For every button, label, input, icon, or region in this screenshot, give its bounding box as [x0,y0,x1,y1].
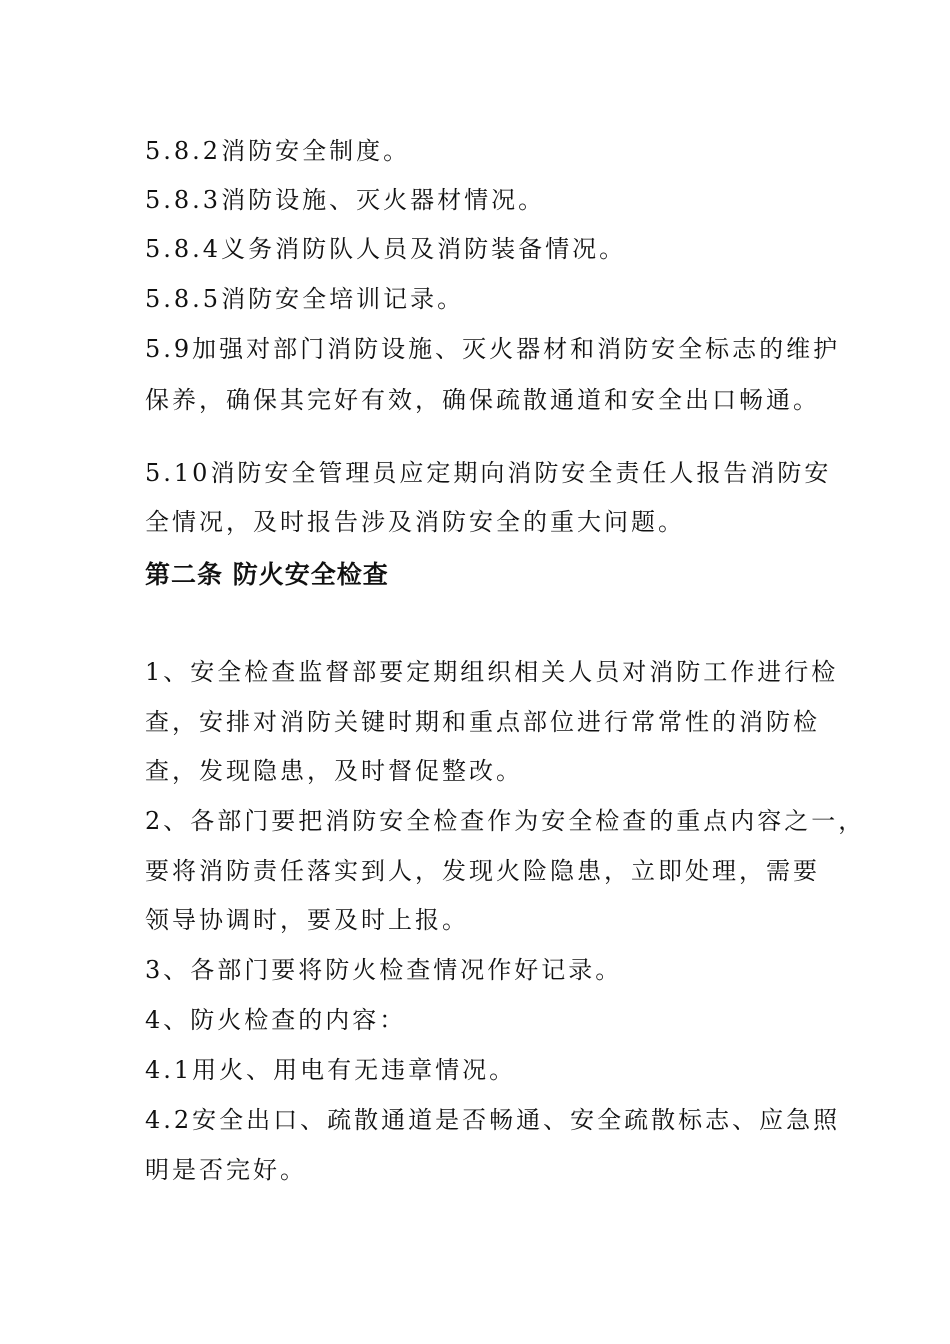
text-line: 4.2安全出口、疏散通道是否畅通、安全疏散标志、应急照 [145,1106,841,1134]
text-line: 明是否完好。 [145,1156,307,1184]
text-line: 查，发现隐患，及时督促整改。 [145,757,523,785]
text-line: 查，安排对消防关键时期和重点部位进行常常性的消防检 [145,708,820,736]
text-line: 5.8.4义务消防队人员及消防装备情况。 [145,235,627,263]
text-line: 1、安全检查监督部要定期组织相关人员对消防工作进行检 [145,658,839,686]
text-line: 3、各部门要将防火检查情况作好记录。 [145,956,623,984]
section-heading: 第二条 防火安全检查 [145,560,389,589]
text-line: 要将消防责任落实到人，发现火险隐患，立即处理，需要 [145,857,820,885]
text-line: 全情况，及时报告涉及消防安全的重大问题。 [145,508,685,536]
text-line: 4、防火检查的内容： [145,1006,407,1034]
text-line: 领导协调时，要及时上报。 [145,906,469,934]
text-line: 4.1用火、用电有无违章情况。 [145,1056,517,1084]
text-line: 5.9加强对部门消防设施、灭火器材和消防安全标志的维护 [145,335,841,363]
text-line: 2、各部门要把消防安全检查作为安全检查的重点内容之一， [145,807,866,835]
text-line: 5.8.5消防安全培训记录。 [145,285,465,313]
text-line: 5.8.3消防设施、灭火器材情况。 [145,186,546,214]
text-line: 5.8.2消防安全制度。 [145,137,411,165]
text-line: 保养，确保其完好有效，确保疏散通道和安全出口畅通。 [145,386,820,414]
text-line: 5.10消防安全管理员应定期向消防安全责任人报告消防安 [145,459,832,487]
